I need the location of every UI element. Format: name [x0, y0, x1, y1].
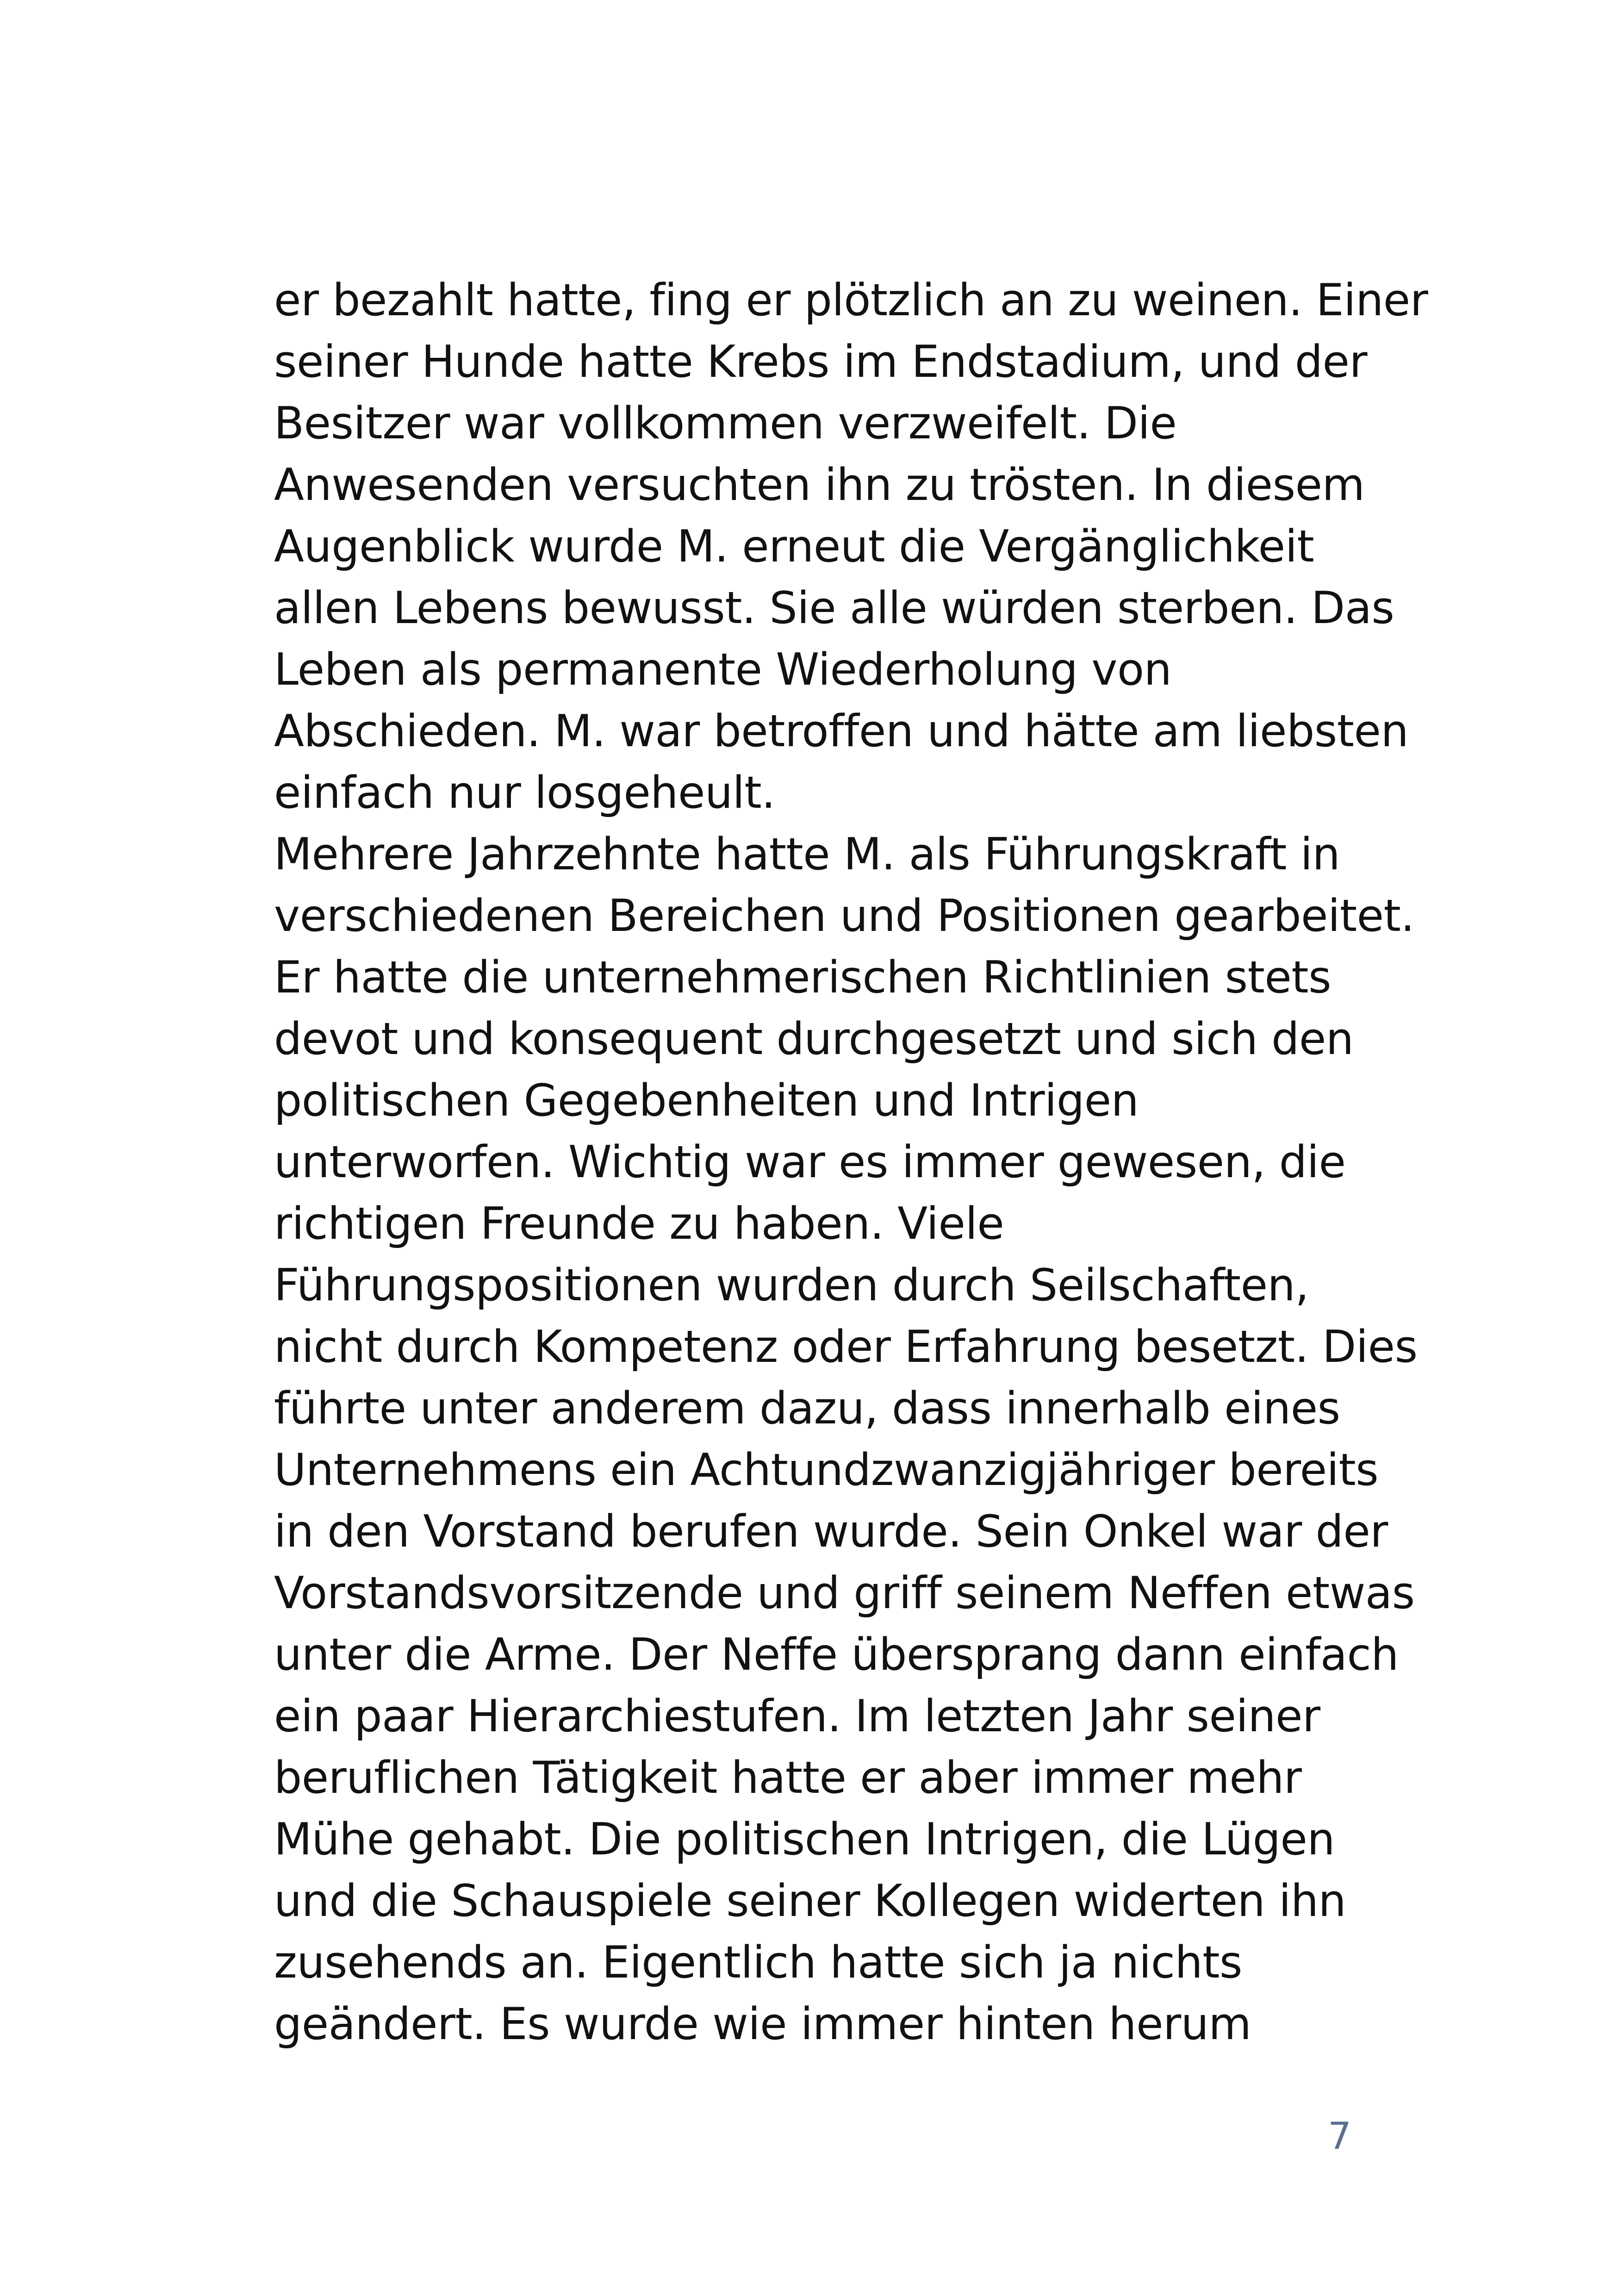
text-line: ein paar Hierarchiestufen. Im letzten Jahr seiner [274, 1691, 1320, 1742]
text-line: nicht durch Kompetenz oder Erfahrung besetzt. Dies [274, 1322, 1418, 1373]
text-line: devot und konsequent durchgesetzt und sich den [274, 1014, 1354, 1065]
text-line: er bezahlt hatte, fing er plötzlich an zu weinen. Einer [274, 275, 1428, 326]
text-line: Augenblick wurde M. erneut die Vergänglichkeit [274, 521, 1314, 572]
text-line: geändert. Es wurde wie immer hinten herum [274, 1999, 1251, 2050]
text-line: Leben als permanente Wiederholung von [274, 644, 1172, 695]
text-line: Besitzer war vollkommen verzweifelt. Die [274, 398, 1177, 449]
text-line: Unternehmens ein Achtundzwanzigjähriger bereits [274, 1445, 1379, 1496]
text-line: Er hatte die unternehmerischen Richtlinien stets [274, 952, 1332, 1003]
text-line: Vorstandsvorsitzende und griff seinem Neffen etwas [274, 1568, 1415, 1619]
text-line: führte unter anderem dazu, dass innerhalb eines [274, 1383, 1340, 1434]
text-line: und die Schauspiele seiner Kollegen widerten ihn [274, 1876, 1346, 1927]
text-line: allen Lebens bewusst. Sie alle würden sterben. Das [274, 583, 1394, 634]
text-line: Mehrere Jahrzehnte hatte M. als Führungskraft in [274, 829, 1340, 880]
body-text [274, 270, 1428, 2055]
text-line: Anwesenden versuchten ihn zu trösten. In diesem [274, 460, 1365, 511]
text-line: zusehends an. Eigentlich hatte sich ja nichts [274, 1937, 1242, 1988]
text-line: richtigen Freunde zu haben. Viele [274, 1198, 1004, 1249]
text-line: in den Vorstand berufen wurde. Sein Onkel war der [274, 1506, 1388, 1557]
page-number: 7 [1328, 2115, 1351, 2158]
text-line: einfach nur losgeheult. [274, 767, 775, 818]
text-line: Abschieden. M. war betroffen und hätte am liebsten [274, 706, 1409, 757]
text-line: unter die Arme. Der Neffe übersprang dann einfach [274, 1629, 1399, 1680]
text-line: verschiedenen Bereichen und Positionen gearbeitet. [274, 891, 1415, 942]
text-line: Mühe gehabt. Die politischen Intrigen, die Lügen [274, 1814, 1335, 1865]
text-line: beruflichen Tätigkeit hatte er aber immer mehr [274, 1753, 1302, 1803]
text-line: politischen Gegebenheiten und Intrigen [274, 1075, 1139, 1126]
text-line: Führungspositionen wurden durch Seilschaften, [274, 1260, 1309, 1311]
text-line: unterworfen. Wichtig war es immer gewesen, die [274, 1137, 1346, 1188]
text-line: seiner Hunde hatte Krebs im Endstadium, und der [274, 337, 1368, 387]
